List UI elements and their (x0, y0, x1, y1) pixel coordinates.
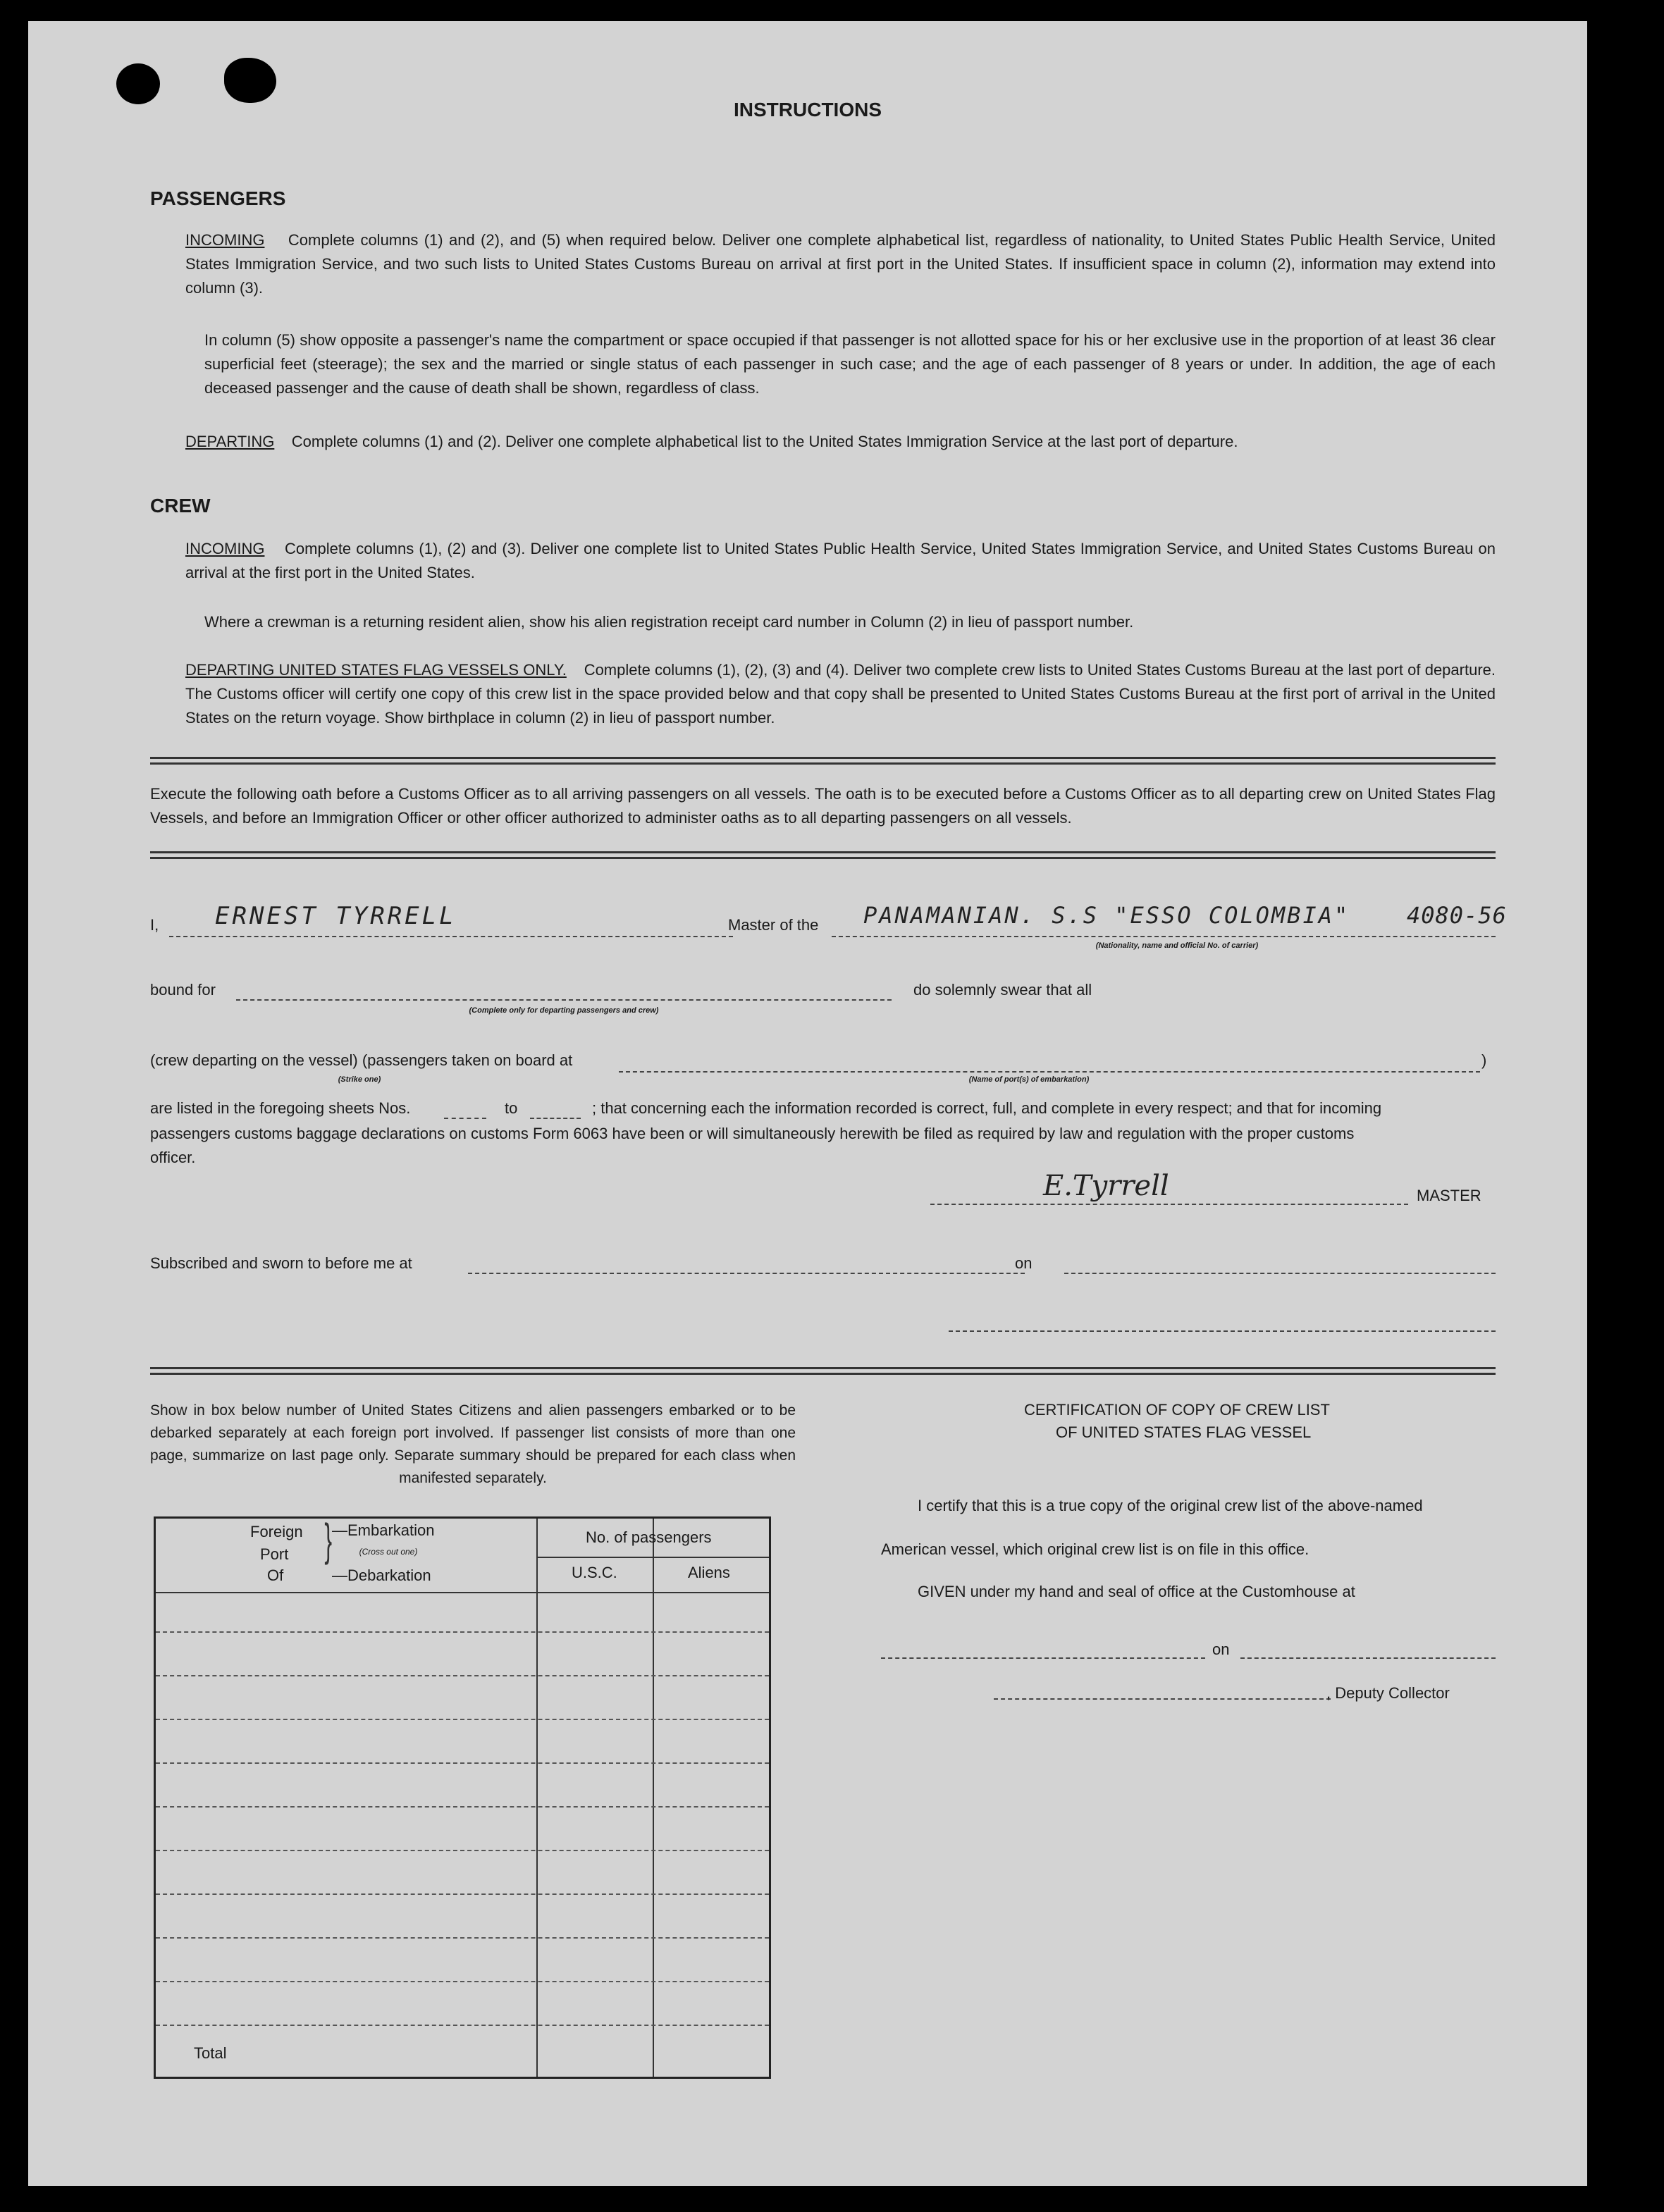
incoming-label: INCOMING (185, 231, 265, 249)
officer-signature-line (949, 1330, 1496, 1332)
departing-text: Complete columns (1) and (2). Deliver one complete alphabetical list to the United States Immigration Service at the last port of departure. (291, 433, 1238, 450)
passengers-heading: PASSENGERS (150, 187, 286, 209)
bound-for-caption: (Complete only for departing passengers and crew) (469, 1006, 659, 1015)
deputy-signature-line (994, 1698, 1331, 1700)
master-name: ERNEST TYRRELL (215, 902, 457, 930)
crew-heading: CREW (150, 495, 211, 517)
subscribed-on-label: on (1015, 1254, 1033, 1272)
certification-date-line (1240, 1657, 1496, 1659)
brace: } (324, 1514, 333, 1565)
strike-caption: (Strike one) (338, 1075, 381, 1084)
listed-a: are listed in the foregoing sheets Nos. (150, 1099, 411, 1117)
table-row (156, 1675, 769, 1676)
swear-text: do solemnly swear that all (913, 981, 1092, 999)
crew-departing-text: (crew departing on the vessel) (passengers taken on board at (150, 1051, 573, 1069)
table-row (156, 2025, 769, 2026)
table-row (156, 1893, 769, 1895)
certification-line-3: GIVEN under my hand and seal of office at the Customhouse at (918, 1583, 1355, 1600)
vessel-caption: (Nationality, name and official No. of carrier) (1095, 941, 1259, 950)
passengers-column5 (204, 328, 1496, 400)
vessel-line (832, 936, 1496, 937)
table-row (156, 1806, 769, 1808)
crew-incoming-text: Complete columns (1), (2) and (3). Deliver one complete list to United States Public Health Service, United States Immigration Service, and United States Customs Bureau on arrival at the first port in the United States. (185, 540, 1496, 581)
table-row (156, 1719, 769, 1720)
oath-note (150, 782, 1496, 830)
crew-resident-text: Where a crewman is a returning resident alien, show his alien registration receipt card number in Column (2) in lieu of passport number. (204, 613, 1134, 631)
certification-on-label: on (1212, 1641, 1230, 1658)
summary-instructions-text: Show in box below number of United States Citizens and alien passengers embarked or to be debarked separately at each foreign port involved. If passenger list consists of more than one page, summarize on last page only. Separate summary should be prepared for each class when manifested separately. (150, 1402, 796, 1486)
subscribed-date-line (1064, 1273, 1496, 1274)
divider-2 (150, 851, 1496, 859)
port-line (619, 1071, 1480, 1073)
table-row (156, 1631, 769, 1633)
master-name-line (169, 936, 733, 937)
crew-incoming (185, 537, 1496, 585)
certification-title-1: CERTIFICATION OF COPY OF CREW LIST (1024, 1401, 1330, 1419)
crew-resident (204, 610, 1496, 634)
col-cross: (Cross out one) (359, 1547, 418, 1557)
close-paren: ) (1481, 1051, 1487, 1069)
master-label: MASTER (1417, 1187, 1481, 1204)
customhouse-line (881, 1657, 1205, 1659)
crew-departing-text: Complete columns (1), (2), (3) and (4). Deliver two complete crew lists to United States Customs Bureau at the last port of departure. The Customs officer will certify one copy of this crew list in the space provided below and that copy shall be presented to United States Customs Bureau at the first port of arrival in the United States on the return voyage. Show birthplace in column (2) in lieu of passport number. (185, 661, 1496, 727)
col-debarkation: —Debarkation (332, 1567, 431, 1584)
vessel-number: 4080-56 (1407, 902, 1507, 929)
certification-line-2: American vessel, which original crew list is on file in this office. (881, 1540, 1309, 1558)
bound-for-line (236, 999, 892, 1001)
punch-hole-right (224, 58, 276, 103)
listed-d: officer. (150, 1149, 196, 1166)
col-usc: U.S.C. (572, 1564, 617, 1581)
crew-incoming-label: INCOMING (185, 540, 265, 557)
master-of-label: Master of the (728, 916, 819, 934)
subscribed-label: Subscribed and sworn to before me at (150, 1254, 412, 1272)
col-aliens: Aliens (688, 1564, 730, 1581)
divider-1 (150, 757, 1496, 765)
subscribed-place-line (468, 1273, 1025, 1274)
departing-label: DEPARTING (185, 433, 275, 450)
summary-instructions (150, 1400, 796, 1490)
col-port: Port (260, 1545, 289, 1563)
listed-b: ; that concerning each the information recorded is correct, full, and complete in every respect; and that for incoming (592, 1099, 1382, 1117)
vessel-name: PANAMANIAN. S.S "ESSO COLOMBIA" (863, 902, 1350, 929)
document-page (28, 21, 1587, 2186)
passengers-departing (185, 430, 1496, 454)
oath-i-label: I, (150, 916, 159, 934)
crew-departing-label: DEPARTING UNITED STATES FLAG VESSELS ONLY. (185, 661, 567, 679)
table-row (156, 1850, 769, 1851)
crew-departing (185, 658, 1496, 730)
passengers-incoming (185, 228, 1496, 300)
table-row (156, 1762, 769, 1764)
col-of: Of (267, 1567, 284, 1584)
certification-line-1: I certify that this is a true copy of the original crew list of the above-named (918, 1497, 1423, 1514)
divider-3 (150, 1367, 1496, 1375)
bound-for-label: bound for (150, 981, 216, 999)
certification-title-2: OF UNITED STATES FLAG VESSEL (1056, 1423, 1312, 1441)
listed-to: to (505, 1099, 518, 1117)
column5-text: In column (5) show opposite a passenger's name the compartment or space occupied if that passenger is not allotted space for his or her exclusive use in the proportion of at least 36 clear superficial feet (steerage); the sex and the married or single status of each passenger in such case; and the age of each passenger of 8 years or under. In addition, the age of each deceased passenger and the cause of death shall be shown, regardless of class. (204, 331, 1496, 397)
listed-c: passengers customs baggage declarations on customs Form 6063 have been or will simultaneously herewith be filed as required by law and regulation with the proper customs (150, 1125, 1355, 1142)
table-row (156, 1981, 769, 1982)
master-signature: E.Tyrrell (1043, 1170, 1169, 1202)
col-foreign: Foreign (250, 1523, 303, 1540)
incoming-text: Complete columns (1) and (2), and (5) when required below. Deliver one complete alphabetical list, regardless of nationality, to United States Public Health Service, United States Immigration Service, and two such lists to United States Customs Bureau on arrival at first port in the United States. If insufficient space in column (2), information may extend into column (3). (185, 231, 1496, 297)
sheet-from-line (444, 1118, 486, 1119)
col-no-passengers: No. of passengers (586, 1528, 712, 1546)
page-title: INSTRUCTIONS (734, 99, 882, 121)
deputy-collector-label: , Deputy Collector (1326, 1684, 1450, 1702)
total-label: Total (194, 2044, 227, 2062)
passenger-summary-table (154, 1516, 771, 2079)
table-row (156, 1937, 769, 1939)
oath-note-text: Execute the following oath before a Customs Officer as to all arriving passengers on all vessels. The oath is to be executed before a Customs Officer as to all departing crew on United States Flag Vessels, and before an Immigration Officer or other officer authorized to administer oaths as to all departing passengers on all vessels. (150, 785, 1496, 827)
sheet-to-line (530, 1118, 581, 1119)
master-signature-line (930, 1204, 1408, 1205)
col-embarkation: —Embarkation (332, 1521, 435, 1539)
port-caption: (Name of port(s) of embarkation) (968, 1075, 1090, 1084)
